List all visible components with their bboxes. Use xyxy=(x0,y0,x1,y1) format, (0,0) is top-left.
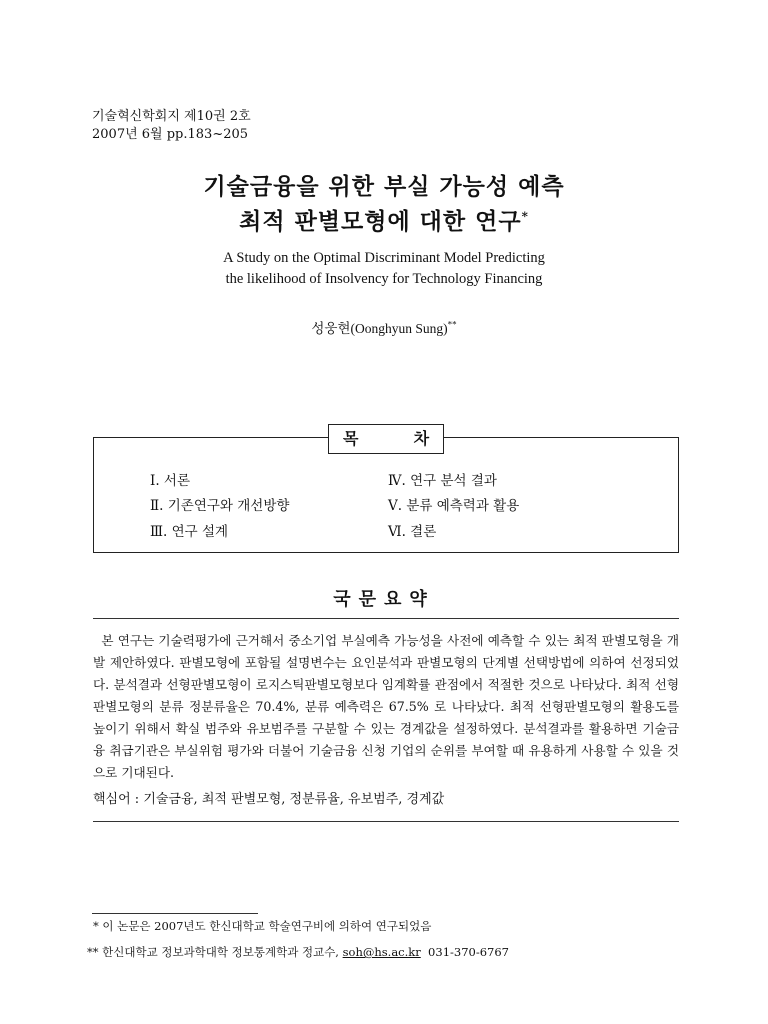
author-email-link[interactable]: soh@hs.ac.kr xyxy=(342,945,421,959)
abstract-heading: 국문요약 xyxy=(333,589,435,610)
footnote-2 xyxy=(87,944,509,960)
toc-heading-part2: 차 xyxy=(413,429,430,448)
title-korean-line2-text: 최적 판별모형에 대한 연구 xyxy=(239,208,522,235)
title-footnote-mark: * xyxy=(521,209,529,224)
journal-info xyxy=(92,108,251,144)
toc-item: Ⅰ. 서론 xyxy=(150,473,190,489)
toc-heading xyxy=(328,424,444,454)
toc-item: Ⅵ. 결론 xyxy=(388,524,437,540)
abstract-body xyxy=(93,630,679,784)
toc-item: Ⅱ. 기존연구와 개선방향 xyxy=(150,498,290,514)
keywords: 핵심어 : 기술금융, 최적 판별모형, 정분류율, 유보범주, 경계값 xyxy=(93,792,445,807)
title-english-line2: the likelihood of Insolvency for Technology Financing xyxy=(225,271,543,287)
title-korean-line1: 기술금융을 위한 부실 가능성 예측 xyxy=(203,173,565,200)
footnote-1: * 이 논문은 2007년도 한신대학교 학술연구비에 의하여 연구되었음 xyxy=(93,919,432,933)
title-english-line1: A Study on the Optimal Discriminant Model Predicting xyxy=(223,250,545,266)
toc-item: Ⅳ. 연구 분석 결과 xyxy=(388,473,497,489)
toc-heading-part1: 목 xyxy=(342,429,359,448)
toc-item: Ⅴ. 분류 예측력과 활용 xyxy=(388,498,520,514)
toc-item: Ⅲ. 연구 설계 xyxy=(150,524,229,540)
author-footnote-mark: ** xyxy=(447,319,457,330)
author-name: 성웅현(Oonghyun Sung) xyxy=(311,321,448,336)
abstract-top-rule xyxy=(93,618,679,619)
abstract-text: 본 연구는 기술력평가에 근거해서 중소기업 부실예측 가능성을 사전에 예측할 수 있는 최적 판별모형을 개발 제안하였다. 판별모형에 포함될 설명변수는 요인분석과 판별모형의 단계별 선택방법에 의하여 선정되었다. 분석결과 선형판별모형이 로지스틱판별모형보다 임계확률 관점에서 적절한 것으로 나타났다. 최적 선형판별모형의 분류 정분류율은 70.4%, 분류 예측력은 67.5% 로 나타났다. 최적 선형판별모형의 활용도를 높이기 위해서 확실 범주와 유보범주를 구분할 수 있는 경계값을 설정하였다. 분석결과를 활용하면 기술금융 취급기관은 부실위험 평가와 더불어 기술금융 신청 기업의 순위를 부여할 때 유용하게 사용할 수 있을 것으로 기대된다. xyxy=(93,633,679,780)
abstract-bottom-rule xyxy=(93,821,679,822)
footnote-2-affiliation: ** 한신대학교 정보과학대학 정보통계학과 정교수, xyxy=(87,945,343,959)
footnote-2-phone: 031-370-6767 xyxy=(420,945,509,959)
journal-date-pages: 2007년 6월 pp.183~205 xyxy=(92,127,249,142)
journal-name: 기술혁신학회지 제10권 2호 xyxy=(92,109,251,124)
title-korean-line2 xyxy=(0,203,768,236)
author-line xyxy=(0,317,768,337)
footnote-rule xyxy=(92,913,258,914)
